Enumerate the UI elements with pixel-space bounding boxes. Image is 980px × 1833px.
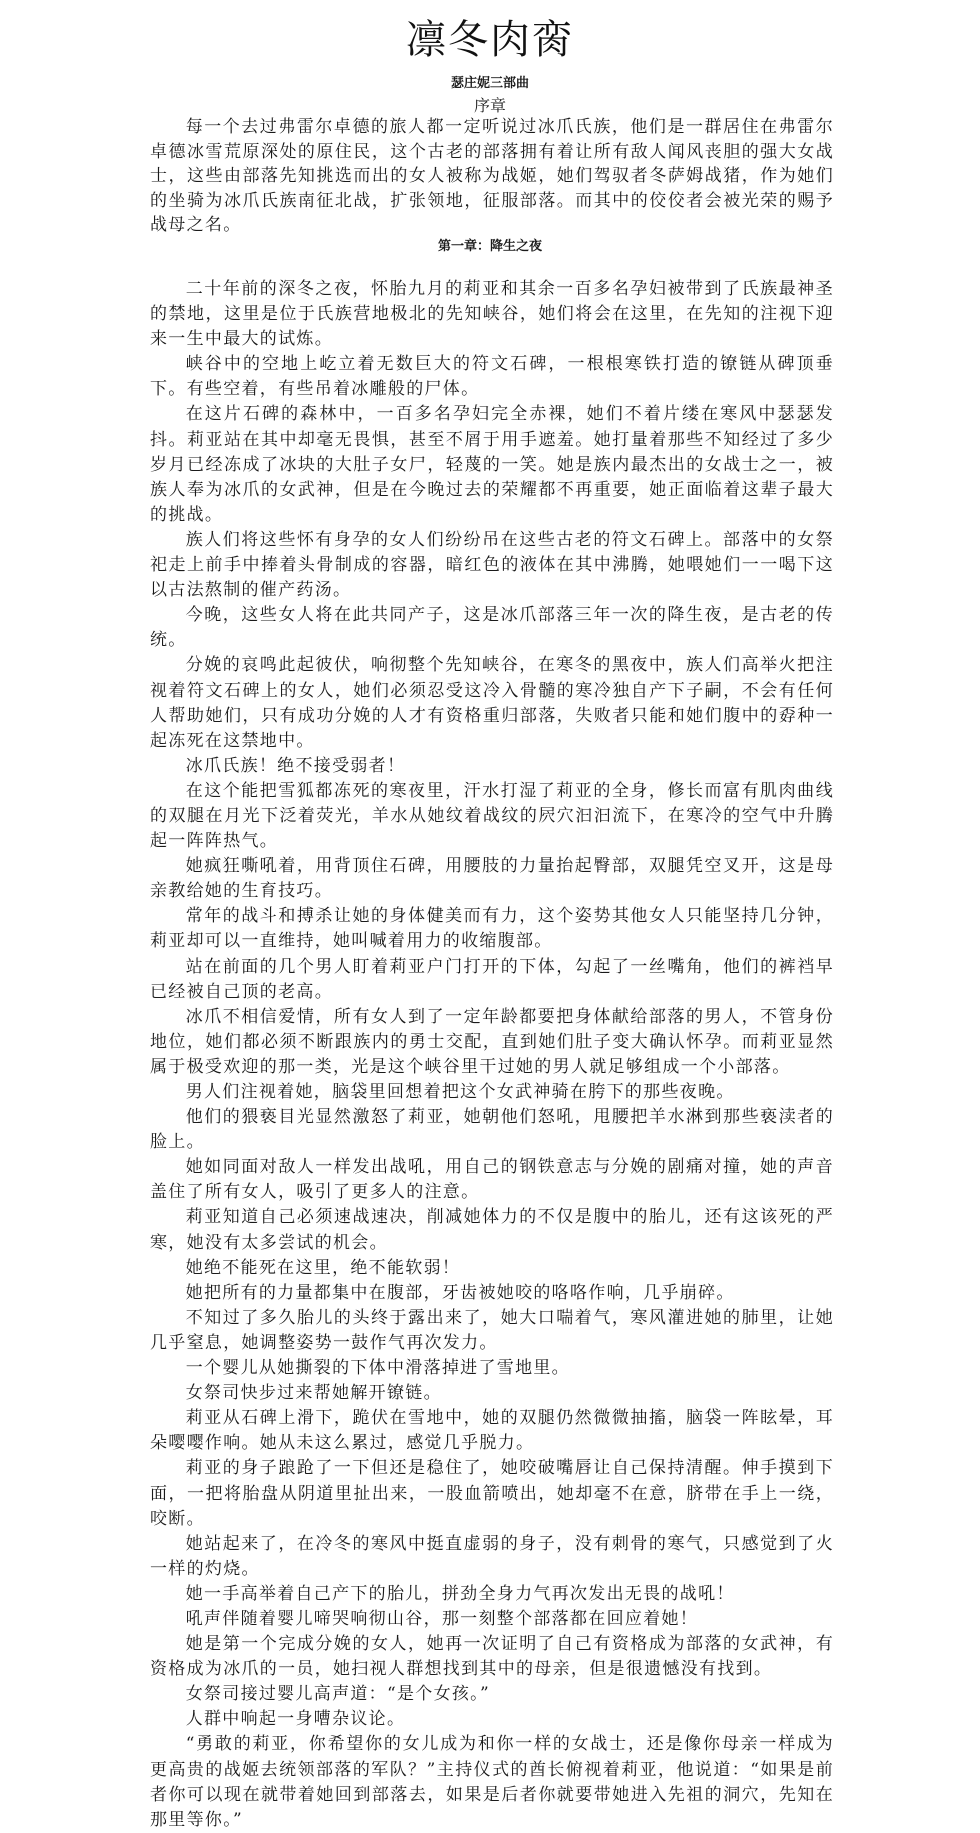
paragraph: 人群中响起一身嘈杂议论。 — [185, 1709, 406, 1730]
paragraph: 她把所有的力量都集中在腹部，牙齿被她咬的咯咯作响，几乎崩碎。 — [185, 1282, 735, 1303]
paragraph: 分娩的哀鸣此起彼伏，响彻整个先知峡谷，在寒冬的黑夜中，族人们高举火把注视着符文石碑上的女人，她们必须忍受这冷入骨髓的寒冷独自产下子嗣，不会有任何人帮助她们，只有成功分娩的人才有资格重归部落，失败者只能和她们腹中的孬种一起冻死在这禁地中。 — [150, 655, 834, 751]
paragraph: 男人们注视着她，脑袋里回想着把这个女武神骑在胯下的那些夜晚。 — [185, 1082, 735, 1102]
prologue-heading: 序章 — [473, 96, 506, 115]
paragraph: 她一手高举着自己产下的胎儿，拼劲全身力气再次发出无畏的战吼！ — [185, 1583, 735, 1604]
chapter-body — [150, 277, 834, 1833]
paragraph: 二十年前的深冬之夜，怀胎九月的莉亚和其余一百多名孕妇被带到了氏族最神圣的禁地，这里是位于氏族营地极北的先知峡谷，她们将会在这里，在先知的注视下迎来一生中最大的试炼。 — [150, 279, 834, 350]
paragraph: “勇敢的莉亚，你希望你的女儿成为和你一样的女战士，还是像你母亲一样成为更高贵的战姬去统领部落的军队？”主持仪式的酋长俯视着莉亚，他说道：“如果是前者你可以现在就带着她回到部落去，如果是后者你就要带她进入先祖的洞穴，先知在那里等你。” — [150, 1734, 834, 1830]
paragraph: 站在前面的几个男人盯着莉亚户门打开的下体，勾起了一丝嘴角，他们的裤裆早已经被自己顶的老高。 — [150, 956, 834, 1002]
paragraph: 她如同面对敌人一样发出战吼，用自己的钢铁意志与分娩的剧痛对撞，她的声音盖住了所有女人，吸引了更多人的注意。 — [150, 1157, 834, 1203]
paragraph: 她疯狂嘶吼着，用背顶住石碑，用腰肢的力量抬起臀部，双腿凭空叉开，这是母亲教给她的生育技巧。 — [150, 856, 834, 902]
paragraph: 女祭司快步过来帮她解开镣链。 — [185, 1383, 442, 1404]
paragraph: 莉亚从石碑上滑下，跪伏在雪地中，她的双腿仍然微微抽搐，脑袋一阵眩晕，耳朵嘤嘤作响。她从未这么累过，感觉几乎脱力。 — [150, 1408, 834, 1454]
prologue-body — [150, 115, 834, 238]
chapter-heading: 第一章：降生之夜 — [437, 239, 542, 254]
paragraph: 她是第一个完成分娩的女人，她再一次证明了自己有资格成为部落的女武神，有资格成为冰爪的一员，她扫视人群想找到其中的母亲，但是很遗憾没有找到。 — [150, 1634, 834, 1680]
paragraph: 吼声伴随着婴儿啼哭响彻山谷，那一刻整个部落都在回应着她！ — [185, 1608, 699, 1629]
paragraph: 她绝不能死在这里，绝不能软弱！ — [185, 1257, 461, 1278]
paragraph: 在这片石碑的森林中，一百多名孕妇完全赤裸，她们不着片缕在寒风中瑟瑟发抖。莉亚站在其中却毫无畏惧，甚至不屑于用手遮羞。她打量着那些不知经过了多少岁月已经冻成了冰块的大肚子女尸，轻蔑的一笑。她是族内最杰出的女战士之一，被族人奉为冰爪的女武神，但是在今晚过去的荣耀都不再重要，她正面临着这辈子最大的挑战。 — [150, 404, 834, 525]
paragraph: 冰爪氏族！绝不接受弱者！ — [185, 755, 406, 776]
paragraph: 莉亚知道自己必须速战速决，削减她体力的不仅是腹中的胎儿，还有这该死的严寒，她没有太多尝试的机会。 — [150, 1207, 834, 1253]
paragraph: 他们的猥亵目光显然激怒了莉亚，她朝他们怒吼，甩腰把羊水淋到那些亵渎者的脸上。 — [150, 1107, 834, 1153]
paragraph: 族人们将这些怀有身孕的女人们纷纷吊在这些古老的符文石碑上。部落中的女祭祀走上前手中捧着头骨制成的容器，暗红色的液体在其中沸腾，她喂她们一一喝下这以古法熬制的催产药汤。 — [150, 529, 834, 601]
paragraph: 一个婴儿从她撕裂的下体中滑落掉进了雪地里。 — [185, 1358, 570, 1379]
paragraph: 常年的战斗和搏杀让她的身体健美而有力，这个姿势其他女人只能坚持几分钟，莉亚却可以一直维持，她叫喊着用力的收缩腹部。 — [150, 906, 834, 952]
document-subtitle: 瑟庄妮三部曲 — [450, 76, 529, 91]
paragraph: 在这个能把雪狐都冻死的寒夜里，汗水打湿了莉亚的全身，修长而富有肌肉曲线的双腿在月光下泛着荧光，羊水从她纹着战纹的屄穴汩汩流下，在寒冷的空气中升腾起一阵阵热气。 — [150, 780, 834, 852]
paragraph: 不知过了多久胎儿的头终于露出来了，她大口喘着气，寒风灌进她的肺里，让她几乎窒息，她调整姿势一鼓作气再次发力。 — [150, 1307, 834, 1353]
paragraph: 今晚，这些女人将在此共同产子，这是冰爪部落三年一次的降生夜，是古老的传统。 — [150, 605, 834, 651]
paragraph: 冰爪不相信爱情，所有女人到了一定年龄都要把身体献给部落的男人，不管身份地位，她们都必须不断跟族内的勇士交配，直到她们肚子变大确认怀孕。而莉亚显然属于极受欢迎的那一类，光是这个峡谷里干过她的男人就足够组成一个小部落。 — [150, 1006, 834, 1077]
paragraph: 峡谷中的空地上屹立着无数巨大的符文石碑，一根根寒铁打造的镣链从碑顶垂下。有些空着，有些吊着冰雕般的尸体。 — [150, 354, 834, 400]
paragraph: 她站起来了，在冷冬的寒风中挺直虚弱的身子，没有刺骨的寒气，只感觉到了火一样的灼烧。 — [150, 1533, 834, 1579]
paragraph: 莉亚的身子踉跄了一下但还是稳住了，她咬破嘴唇让自己保持清醒。伸手摸到下面，一把将胎盘从阴道里扯出来，一股血箭喷出，她却毫不在意，脐带在手上一绕，咬断。 — [150, 1458, 834, 1529]
paragraph: 女祭司接过婴儿高声道：“是个女孩。” — [185, 1684, 490, 1705]
paragraph: 每一个去过弗雷尔卓德的旅人都一定听说过冰爪氏族，他们是一群居住在弗雷尔卓德冰雪荒原深处的原住民，这个古老的部落拥有着让所有敌人闻风丧胆的强大女战士，这些由部落先知挑选而出的女人被称为战姬，她们驾驭者冬萨姆战猪，作为她们的坐骑为冰爪氏族南征北战，扩张领地，征服部落。而其中的佼佼者会被光荣的赐予战母之名。 — [150, 117, 834, 235]
document-title: 凛冬肉脔 — [406, 17, 574, 63]
